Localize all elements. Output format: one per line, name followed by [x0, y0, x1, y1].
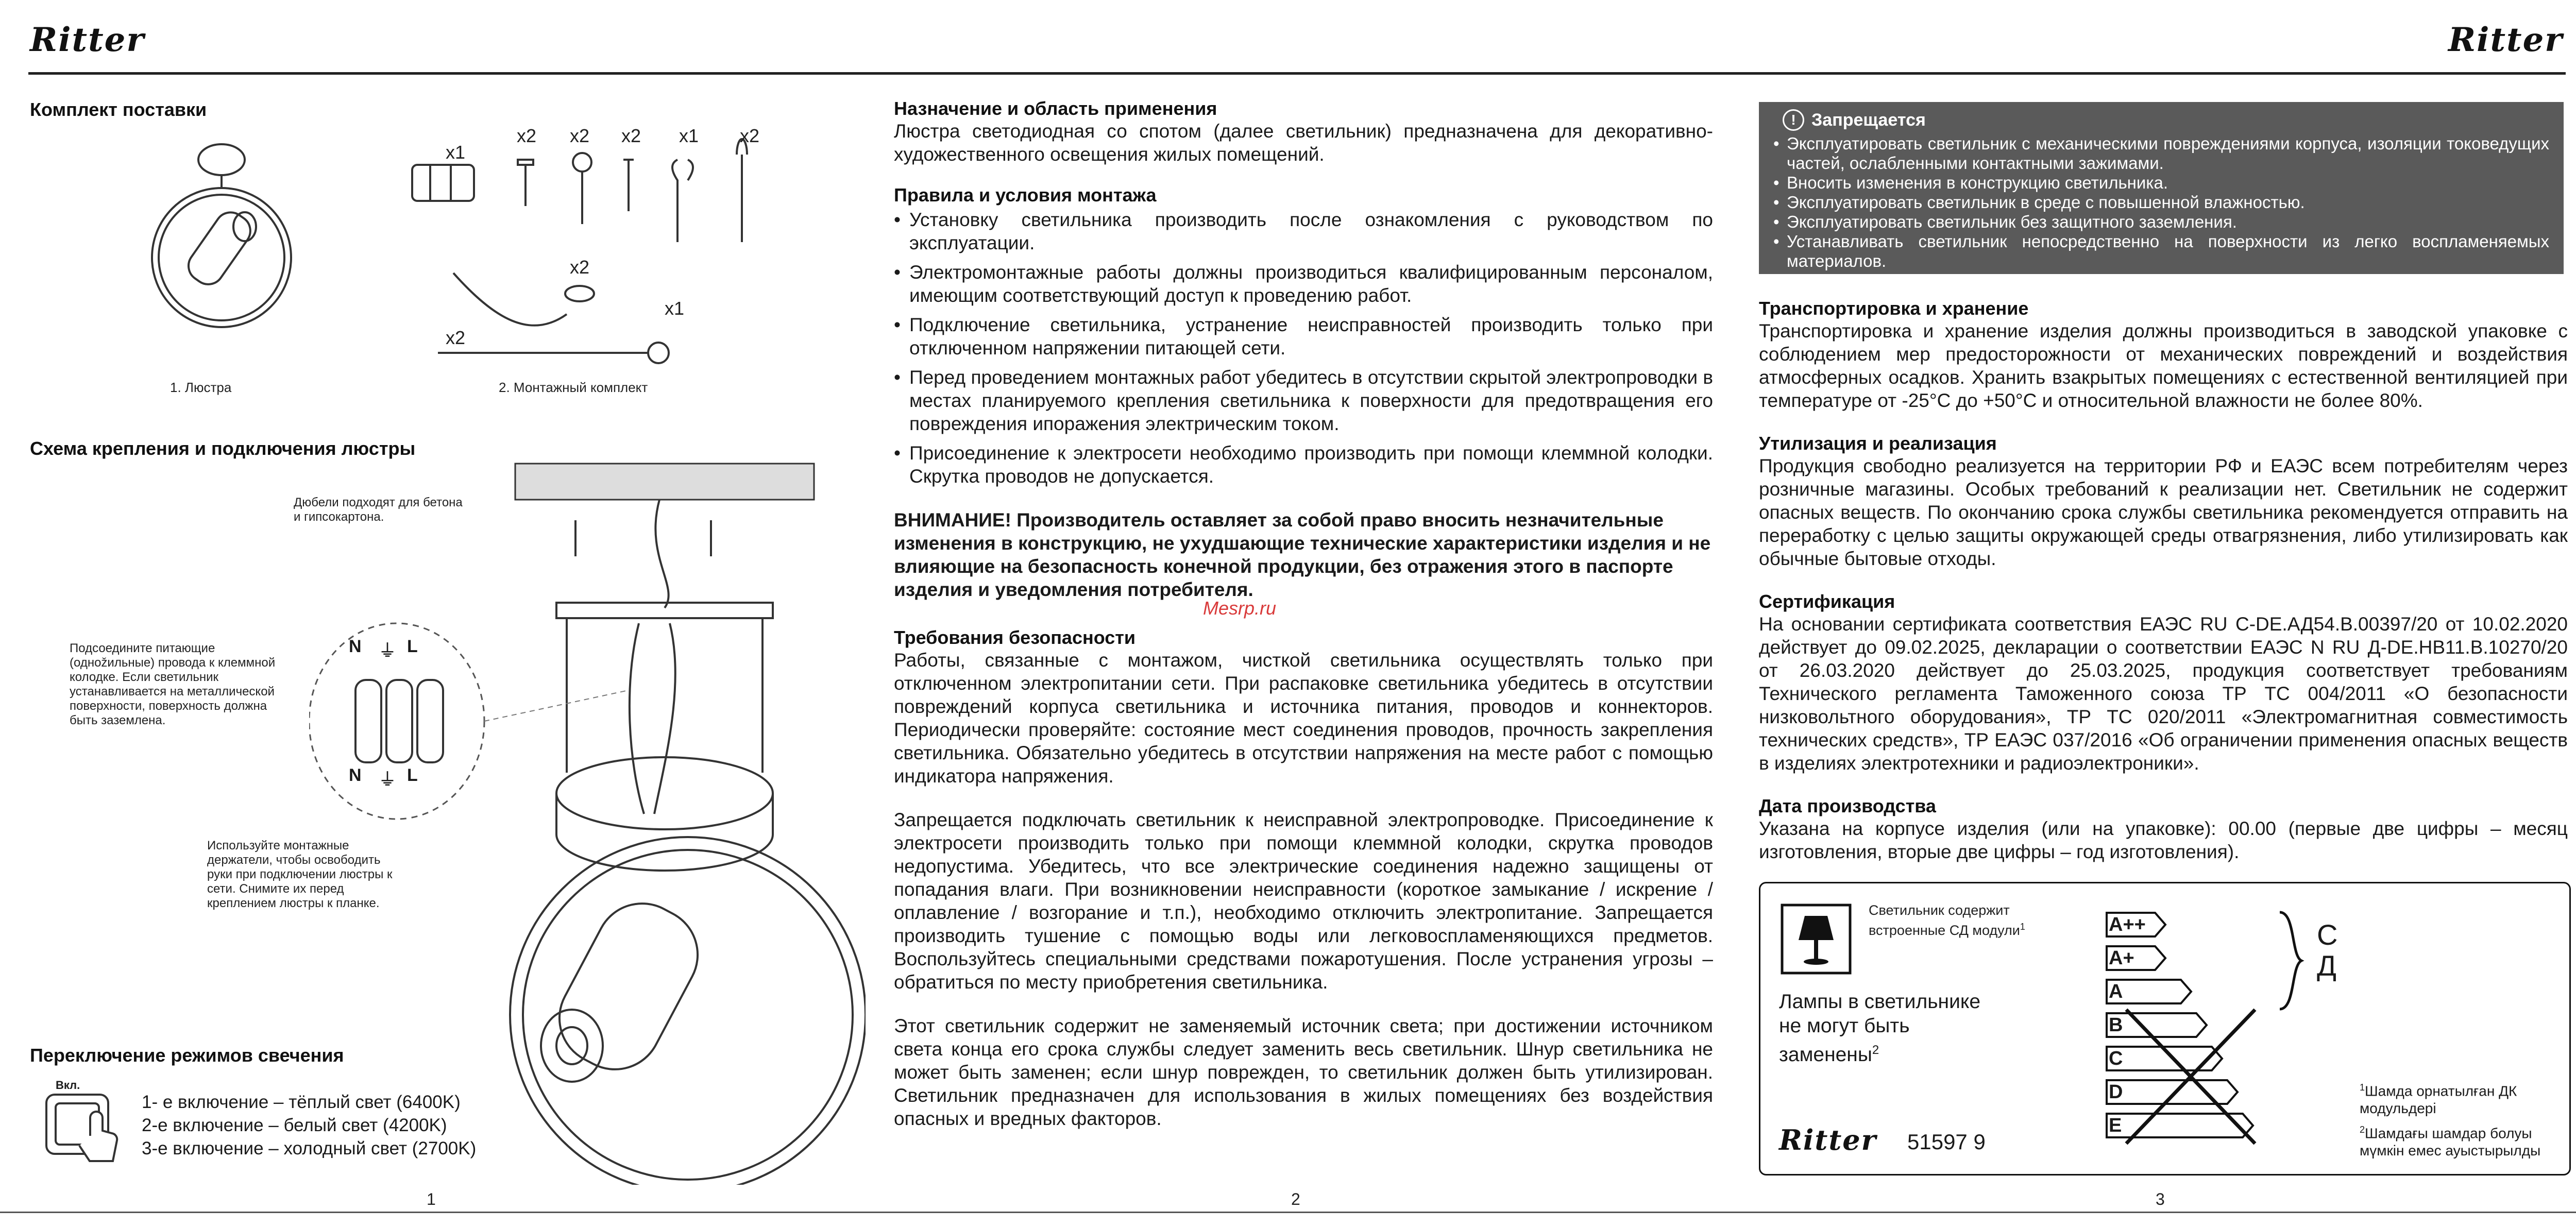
- chandelier-thumbnail: [144, 139, 299, 366]
- transport-title: Транспортировка и хранение: [1759, 298, 2029, 319]
- mode-1: 1- е включение – тёплый свет (6400K): [142, 1092, 461, 1112]
- install-title: Правила и условия монтажа: [894, 184, 1157, 206]
- terminal-ground-top: ⏚: [379, 641, 396, 661]
- energy-class-e: E: [2109, 1115, 2122, 1136]
- install-item: • Присоединение к электросети необходимо производить при помощи клеммной колодки. Скрутка проводов не допускается.: [894, 441, 1713, 488]
- warning-icon: !: [1783, 109, 1804, 131]
- energy-class-a: A: [2109, 981, 2123, 1002]
- attention-text: ВНИМАНИЕ! Производитель оставляет за собой право вносить незначительные изменения в конструкцию, не ухудшающие технические характеристики изделия и не влияющие на безопасность конечной продукции, без отражения этого в паспорте изделия и уведомления потребителя.: [894, 509, 1711, 600]
- install-item: • Подключение светильника, устранение неисправностей производить только при отключенном напряжении питающей сети.: [894, 313, 1713, 360]
- prohibited-box: [1759, 102, 2564, 274]
- energy-class-d: D: [2109, 1081, 2123, 1103]
- energy-class-a-plus-plus: A++: [2109, 914, 2146, 935]
- terminal-l-bottom: L: [407, 765, 418, 785]
- terminal-ground-bottom: ⏚: [379, 770, 396, 790]
- date-title: Дата производства: [1759, 795, 1936, 816]
- prohibited-item: • Вносить изменения в конструкцию светильника.: [1773, 173, 2549, 193]
- energy-contains-text: Светильник содержит встроенные СД модули$^1$: [1869, 902, 2025, 938]
- terminal-l-top: L: [407, 637, 418, 656]
- brand-logo-left: Ritter: [30, 21, 145, 59]
- modes-title: Переключение режимов свечения: [30, 1045, 344, 1066]
- footnote-2: $^2$Шамдағы шамдар болуы мүмкін емес ауыстырылды: [2360, 1124, 2541, 1159]
- prohibited-item: • Устанавливать светильник непосредственно на поверхности из легко воспламеняемых материалов.: [1773, 232, 2549, 271]
- kit-count-5: x1: [679, 125, 699, 146]
- safety-title: Требования безопасности: [894, 627, 1136, 648]
- energy-scale: [2106, 912, 2276, 1169]
- mode-3: 3-е включение – холодный свет (2700K): [142, 1138, 477, 1158]
- energy-brand: Ritter: [1779, 1123, 1877, 1156]
- kit-count-2: x2: [517, 125, 537, 146]
- energy-class-b: B: [2109, 1014, 2123, 1036]
- install-item: • Перед проведением монтажных работ убедитесь в отсутствии скрытой электропроводки в местах планируемого крепления светильника к поверхности для предотвращения его повреждения ипоражения электрическим током.: [894, 366, 1713, 435]
- disposal-title: Утилизация и реализация: [1759, 433, 1997, 454]
- terminal-n-bottom: N: [349, 765, 362, 785]
- energy-class-c: C: [2109, 1048, 2123, 1069]
- brace-label-2: Д: [2317, 949, 2336, 982]
- energy-article: 51597 9: [1907, 1130, 1986, 1154]
- switch-label: Вкл.: [56, 1079, 80, 1092]
- footer-divider: [0, 1212, 2576, 1213]
- prohibited-item: • Эксплуатировать светильник в среде с повышенной влажностью.: [1773, 193, 2549, 212]
- prohibited-item: • Эксплуатировать светильник с механическими повреждениями корпуса, изоляции токоведущих частей, ослабленными контактными зажимами.: [1773, 134, 2549, 173]
- kit-caption-mounting: 2. Монтажный комплект: [499, 380, 648, 395]
- install-item: • Установку светильника производить после ознакомления с руководством по эксплуатации.: [894, 208, 1713, 254]
- cert-text: На основании сертификата соответствия ЕАЭС RU C-DE.АД54.В.00397/20 от 10.02.2020 действует до 09.02.2025, декларации о соответствии ЕАЭС N RU Д-DE.НВ11.В.10270/20 от 26.03.2020 действует до 25.03.2025, продукция соответствует требованиям Технического регламента Таможенного союза ТР ТС 004/2011 «О безопасности низковольтного оборудования», ТР ТС 020/2011 «Электромагнитная совместимость технических средств», ТР ЕАЭС 037/2016 «Об ограничении применения опасных веществ в изделиях электротехники и радиоэлектроники».: [1759, 614, 2568, 774]
- kit-count-9: x2: [446, 327, 466, 348]
- safety-paragraph-2: Запрещается подключать светильник к неисправной электропроводке. Присоединение к электросети производить только при помощи клеммной колодки, скрутка проводов недопустима. Убедитесь, что все электрические соединения надежно защищены от попадания влаги. При возникновении неисправности (короткое замыкание / искрение / оплавление / возгорание и т.п.), необходимо отключить электропитание. Запрещается производить тушение с помощью воды или легковоспламеняющихся предметов. Воспользуйтесь специальными средствами пожаротушения. После устранения угрозы – обратиться по месту приобретения светильника.: [894, 809, 1713, 993]
- date-text: Указана на корпусе изделия (или на упаковке): 00.00 (первые две цифры – месяц изготовления, вторые две цифры – год изготовления).: [1759, 818, 2568, 862]
- kit-caption-lamp: 1. Люстра: [170, 380, 232, 395]
- kit-count-8: x1: [665, 298, 685, 319]
- page-number-2: 2: [1291, 1190, 1300, 1208]
- note-dowels: Дюбели подходят для бетона и гипсокартона.: [294, 496, 463, 524]
- brace-icon: [2276, 909, 2307, 1012]
- purpose-text: Люстра светодиодная со спотом (далее светильник) предназначена для декоративно-художественного освещения жилых помещений.: [894, 121, 1713, 165]
- kit-count-6: x2: [740, 125, 760, 146]
- footnote-1: $^1$Шамда орнатылған ДК модульдері: [2360, 1082, 2517, 1117]
- kit-count-7: x2: [570, 257, 590, 278]
- install-item: • Электромонтажные работы должны производиться квалифицированным персоналом, имеющим соответствующий доступ к проведению работ.: [894, 261, 1713, 307]
- cert-title: Сертификация: [1759, 591, 1895, 612]
- brace-label-1: С: [2317, 918, 2338, 951]
- mounting-diagram: [309, 453, 866, 1185]
- page-number-3: 3: [2156, 1190, 2165, 1208]
- kit-title: Комплект поставки: [30, 99, 207, 120]
- energy-lamps-text: Лампы в светильнике не могут быть заменены$^2$: [1779, 991, 1981, 1066]
- lamp-icon: [1780, 903, 1852, 975]
- kit-count-4: x2: [621, 125, 641, 146]
- terminal-n-top: N: [349, 637, 362, 656]
- purpose-title: Назначение и область применения: [894, 98, 1217, 119]
- watermark: Mesrp.ru: [1203, 598, 1277, 619]
- disposal-text: Продукция свободно реализуется на территории РФ и ЕАЭС всем потребителям через розничные магазины. Особых требований к реализации нет. Светильник не содержит опасных веществ. По окончанию срока службы светильника рекомендуется отправить на переработку с целью защиты окружающей среды отвагрязнения, либо утилизировать как обычные бытовые отходы.: [1759, 455, 2568, 569]
- kit-count-1: x1: [446, 142, 466, 163]
- transport-text: Транспортировка и хранение изделия должны производиться в заводской упаковке с соблюдением мер предосторожности от механических повреждений и воздействия атмосферных осадков. Хранить взакрытых помещениях с естественной вентиляцией при температуре от -25°C до +50°C и относительной влажности не более 80%.: [1759, 320, 2568, 411]
- prohibited-title: Запрещается: [1811, 110, 1926, 130]
- mode-2: 2-е включение – белый свет (4200K): [142, 1115, 447, 1135]
- note-holders: Используйте монтажные держатели, чтобы освободить руки при подключении люстры к сети. Снимите их перед креплением люстры к планке.: [207, 839, 393, 910]
- prohibited-item: • Эксплуатировать светильник без защитного заземления.: [1773, 212, 2549, 232]
- note-wiring: Подсоедините питающие (однožильные) провода к клеммной колодке. Если светильник устанавливается на металлической поверхности, поверхность должна быть заземлена.: [70, 641, 276, 727]
- brand-logo-right: Ritter: [2448, 21, 2563, 59]
- header-divider: [28, 72, 2566, 75]
- kit-count-3: x2: [570, 125, 590, 146]
- page-number-1: 1: [427, 1190, 436, 1208]
- safety-paragraph-1: Работы, связанные с монтажом, чисткой светильника осуществлять только при отключенном электропитании сети. При распаковке светильника убедитесь в отсутствии повреждений корпуса светильника и источника питания, проводов и коннекторов. Периодически проверяйте: состояние мест соединения проводов, прочность закрепления светильника. Обязательно убедитесь в отсутствии напряжения на месте работ с помощью индикатора напряжения.: [894, 650, 1713, 787]
- energy-class-a-plus: A+: [2109, 947, 2134, 969]
- switch-icon: [41, 1082, 134, 1180]
- mounting-title: Схема крепления и подключения люстры: [30, 438, 416, 459]
- safety-paragraph-3: Этот светильник содержит не заменяемый источник света; при достижении источником света конца его срока службы следует заменить весь светильник. Шнур светильника не может быть заменен; если шнур поврежден, то светильник должен быть утилизирован. Светильник предназначен для использования в жилых помещениях без воздействия опасных и вредных факторов.: [894, 1015, 1713, 1129]
